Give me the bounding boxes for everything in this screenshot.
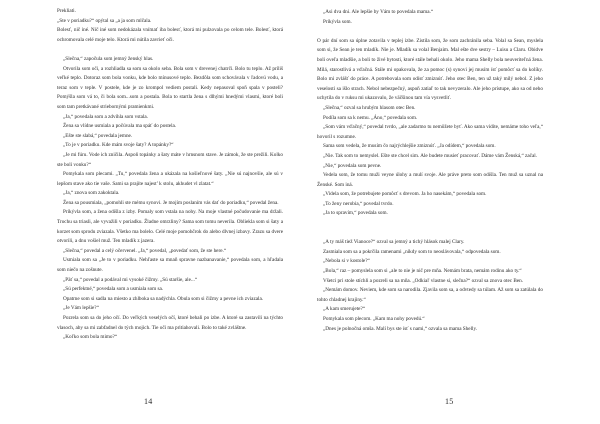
paragraph: „Nie,“ povedala som pevne.	[323, 162, 382, 169]
paragraph: „Koľko som bola mimo?“	[63, 334, 118, 341]
paragraph: „A kam smerujete?“	[323, 306, 366, 313]
paragraph: Otvorila som oči, a rozhliadla sa som sa okolo seba. Bola som v drevenej chatrči. Bolo tu teplo. Až príliš veľké teplo. Dotoraz som bola vonku, kde bolo mínusové teplo. Bezdôla som schovávala v ľadovú vodu, a teraz som v teple. V postele, kde je zo krompol vediem postali. Kedy nepasoval spoň spala v posteli? Pomýšla som vá to, či bola som...som a postala. Bola to startla žena s dlhými hnedými vlasmi, ktoré boli som tam pretkávané striebornými pramienkmi.	[57, 65, 283, 110]
paragraph: Usmiala som sa „Je to v poriadku. Nehľaste sa mnaň spravne nazbanavanie,“ povedala som, a hľadala som niečo na zošnute.	[57, 257, 283, 274]
paragraph: Podíla som sa k nemu. „Áno,“ povedala som.	[323, 114, 418, 121]
paragraph: Prikývla som, a žena odišla z izby. Pomaly som vstala na nohy. Na moje vlastné počudovanie ma držali. Trochu sa triasli, ale vyvažili v poriadku. Žladne omrzliny? Sama som tomu neverila. Obliekla som si šaty a korzet som sprodu zviazala. Všetko ma bolelo. Celé moje pomohčrok do alebo dlvnej izbavy. Zrazu sa dvere otvorili, a dnu vošiel muž. Ten mladík z jazera.	[57, 209, 283, 245]
paragraph: „Bola,“ raz – pomyslela som si „ale to nie je nič pre mňa. Nemám brata, nemám rodinu ako ty.“	[323, 268, 522, 275]
paragraph: Pozrela som sa do jeho očí. Do veľkých veselých očí, ktoré behali po izbe. A ktoré sa zastavili na týchto vlasoch, aby sa mi zabfadnel do tých mojich. Tie oči ma pritiahovali. Bolo to také zvláštne.	[57, 315, 283, 331]
paragraph: „A ty máš tiež Vianoce?“ ozval sa jemný a tichý hlások malej Clary.	[323, 239, 465, 246]
paragraph: „Sú perfektné,“ povedala som a usmiala som sa.	[63, 286, 164, 293]
paragraph: O pár dní som sa úplne zotavila v teplej izbe. Zistila som, že som zachránila seba. Volal sa Sean, myslela som si, že Sean je ten mladík. Nie je. Mladík sa volal Benjaim. Mal ešte dve sestry – Luisu a Claru. Obidve boli oveľa mladšie, a boli to živé bytosti, ktoré stále behali okolo. Jeho mama Shelly bola neuveriteľná žena. Milá, starostlivá a vďačná. Stále mi opakovala, že za pomoc (s) synovi jej musím ísť pomôcť sa do kolíky. Bolo mi zvlášť do práce. A potrebovala som odísť zmiznúť. Jeho otec Ben, ten už taký milý nebol. Z jeho veselosti sa išlo strach. Nebol nebezpečný, aspoň zatiaľ to tak nevyzeralo. Ale jeho prístupe, ako sa od neho uchytila do v ruksu mi ukazovalo, že väčšinou tam vía vysvetliť.	[317, 37, 543, 102]
paragraph: „Je mi fúru. Vode ich zničila. Aspoň topánky a šaty máte v hrnsnom stave. Je zámok, že ste prežili. Kolko ste boli vonku?“	[57, 151, 283, 168]
paragraph: „Je Vám lepšie?“	[63, 305, 99, 312]
right-page-text	[317, 8, 543, 334]
paragraph: „Slečna,“ ozval sa hrubým hlasom otec Ben.	[323, 104, 416, 111]
paragraph: Žena sa vlídne usmiala a počúvala ma spáť do postela.	[63, 123, 177, 130]
paragraph: „Slečna,“ povedal a celý očervenel. „Ja,“ povedal, „povedať som, že ste here.“	[63, 247, 227, 254]
paragraph: Pomykala som plecom. „Kam ma nohy povedú.“	[323, 316, 425, 322]
paragraph: „Nie. Tak som to nemyslel. Ešte ste chcel sim. Ale budete musieť pracovať. Dáme vám Ženská,“ začal.	[323, 152, 537, 159]
paragraph: „Dnes je polnočná omša. Malí bys ste ísť s nami,“ ozvala sa mama Shelly.	[323, 325, 478, 332]
right-page	[300, 0, 600, 424]
paragraph: „Videla som, že potrebujete pomôcť s drevom. Ja ho nasekám,“ povedala som.	[323, 191, 487, 198]
paragraph: „Ja,“ znova som zakoktala.	[63, 190, 120, 197]
paragraph: Prikývla som.	[323, 18, 352, 25]
paragraph: „Ste v poriadku?“ opýtal sa „a ja som mlčala.	[57, 17, 152, 24]
section-break	[317, 219, 543, 229]
paragraph: „Nemám domov. Neviem, kde som sa narodila. Zjavila som sa, a odvtedy sa túlam. Až som sa zatúlala do tohto chladnej krajiny.“	[317, 287, 543, 303]
paragraph: Sama som vedela, že musím čo najrýchlejšie zmiznúť. „Ja odídem,“ povedala som.	[323, 143, 496, 150]
paragraph: Bolesť, nič iné. Nič iné som nedokázala vnímať iba bolesť, ktorá mi pulzovala po celom tele. Bolesť, ktorá ochromovala celé moje telo. Ktorá mi nútila zavrieť oči.	[57, 27, 283, 43]
section-break	[317, 229, 543, 239]
paragraph: Všetci pri stole stíchli a pozreli sa na mňa. „Odkiaľ vlastne si, slečna?“ ozval sa znova otec Ben.	[323, 277, 524, 284]
paragraph: „To je v poriadku. Kde mám svoje šaty? A topánky?“	[63, 142, 174, 149]
paragraph: „Som vám vďačný,“ povedal tvrdo, „ale zadarmo tu nemôžete byť. Ako sama vidíte, nemáme toho veľa,“ hovoril s rozumne.	[317, 124, 543, 140]
paragraph: Pomykala som plecami. „Tu,“ povedala žena a ukázala na košieľnové šaty. „Nie sú najnovšie, ale sú v lepšom stave ako tie vaše. Sami sa prajíte najest’ k stolu, akhudet vl zlatat.“	[57, 171, 283, 187]
left-page-number: 14	[144, 397, 153, 406]
paragraph: Žena sa pousmiala, „pomohli ste mému synovi. Je mojím poslaním vás dať do poriadku,“ povedal žena.	[63, 199, 279, 206]
paragraph: „Slečna,“ započula som jemný ženský hlas.	[63, 55, 154, 62]
paragraph: „To ženy nerobia,“ povedal tvrdo.	[323, 200, 394, 207]
paragraph: „Asi dva dni. Ale lepšie by Vám to povedala mama.“	[323, 9, 434, 15]
paragraph: „Ja,“ povedala som a zdvihla som vstala.	[63, 113, 148, 120]
paragraph: „Nebola si v kostole?“	[323, 258, 370, 265]
paragraph: „Ešte ste slabá,“ povedala jemne.	[63, 132, 133, 139]
section-break	[57, 45, 283, 55]
paragraph: „Ja to spravím,“ povedala som.	[323, 210, 388, 217]
left-page-text	[57, 7, 283, 343]
paragraph: Zasmiala som sa a pokrčila ramenami „nikdy som to neoslávovala,“ odpovedala som.	[323, 248, 501, 255]
paragraph: Opatrne som si sadla na miesto a zhlboka sa nadýchla. Obula som si čižmy a pevne ich zviazala.	[63, 295, 264, 302]
paragraph: Vedela som, že tomu muži veyne úlohy a mulí svoje. Ale práve preto som odišla. Ten muž sa uznal na Ženské. Som iná.	[317, 172, 543, 188]
paragraph: „Päť sa,“ povedal a podával mi vysoké čižmy. „Sú staršie, ale...“	[63, 276, 198, 283]
right-page-number: 15	[445, 397, 454, 406]
paragraph: Prekliati.	[57, 8, 76, 14]
section-break	[317, 27, 543, 37]
